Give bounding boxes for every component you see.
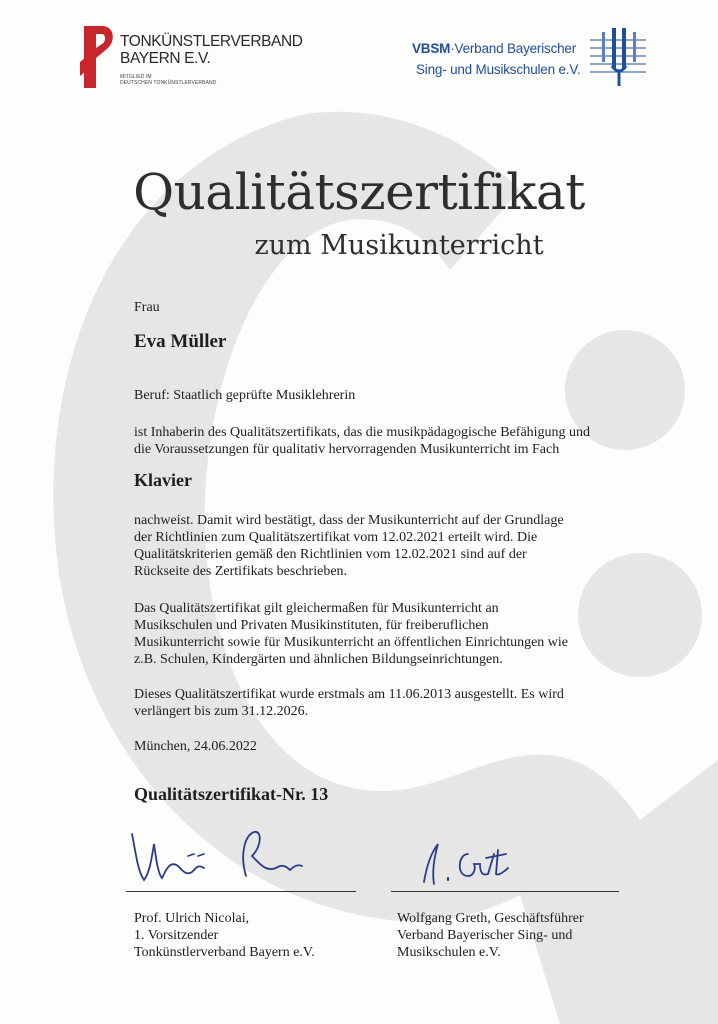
tkv-name-line1: TONKÜNSTLERVERBAND <box>120 33 303 50</box>
confirmation-line: Qualitätskriterien gemäß den Richtlinien vom 12.02.2021 sind auf der <box>134 547 527 562</box>
place-date: München, 24.06.2022 <box>134 739 257 754</box>
vbsm-name-rest: ·Verband Bayerischer <box>450 41 577 56</box>
validity-line: Das Qualitätszertifikat gilt gleichermaßen für Musikunterricht an <box>134 601 499 616</box>
profession: Beruf: Staatlich geprüfte Musiklehrerin <box>134 388 356 403</box>
vbsm-logo <box>408 26 648 86</box>
intro-line: die Voraussetzungen für qualitativ hervorragenden Musikunterricht im Fach <box>134 442 560 457</box>
intro-line: ist Inhaberin des Qualitätszertifikats, das die musikpädagogische Befähigung und <box>134 425 591 440</box>
tkv-emblem-icon <box>78 22 118 92</box>
salutation: Frau <box>134 300 160 315</box>
issued-line: Dieses Qualitätszertifikat wurde erstmals am 11.06.2013 ausgestellt. Es wird <box>134 687 564 702</box>
signature-line-right <box>391 891 619 892</box>
signature-nicolai <box>126 826 316 892</box>
subject: Klavier <box>134 470 192 490</box>
signatory-left-line: 1. Vorsitzender <box>134 928 219 943</box>
certificate-subtitle: zum Musikunterricht <box>254 230 544 261</box>
signatory-right-line: Musikschulen e.V. <box>397 945 501 960</box>
validity-line: z.B. Schulen, Kindergärten und ähnlichen Bildungseinrichtungen. <box>134 652 503 667</box>
validity-line: Musikunterricht sowie für Musikunterricht an öffentlichen Einrichtungen wie <box>134 635 569 650</box>
vbsm-abbreviation: VBSM <box>412 41 451 56</box>
signatory-right-line: Verband Bayerischer Sing- und <box>397 928 573 943</box>
tonkuenstlerverband-logo <box>78 22 303 94</box>
signatory-left-line: Prof. Ulrich Nicolai, <box>134 911 250 926</box>
signatory-left-line: Tonkünstlerverband Bayern e.V. <box>134 945 315 960</box>
certificate-title: Qualitätszertifikat <box>133 163 585 221</box>
tuning-fork-icon <box>590 26 646 86</box>
signatory-right-line: Wolfgang Greth, Geschäftsführer <box>397 911 584 926</box>
tkv-member-line2: DEUTSCHEN TONKÜNSTLERVERBAND <box>120 80 217 86</box>
vbsm-name-line1 <box>412 41 576 56</box>
confirmation-line: nachweist. Damit wird bestätigt, dass der Musikunterricht auf der Grundlage <box>134 513 564 528</box>
recipient-name: Eva Müller <box>134 331 227 352</box>
vbsm-name-line2: Sing- und Musikschulen e.V. <box>416 62 581 77</box>
validity-line: Musikschulen und Privaten Musikinstituten, für freiberuflichen <box>134 618 489 633</box>
confirmation-line: Rückseite des Zertifikats beschrieben. <box>134 564 348 579</box>
issued-line: verlängert bis zum 31.12.2026. <box>134 704 309 719</box>
signature-line-left <box>126 891 356 892</box>
tkv-member-line1: MITGLIED IM <box>120 74 152 80</box>
tkv-name-line2: BAYERN E.V. <box>120 50 211 67</box>
signature-greth <box>414 834 524 890</box>
confirmation-line: der Richtlinien zum Qualitätszertifikat vom 12.02.2021 erteilt wird. Die <box>134 530 538 545</box>
certificate-number: Qualitätszertifikat-Nr. 13 <box>134 784 329 804</box>
